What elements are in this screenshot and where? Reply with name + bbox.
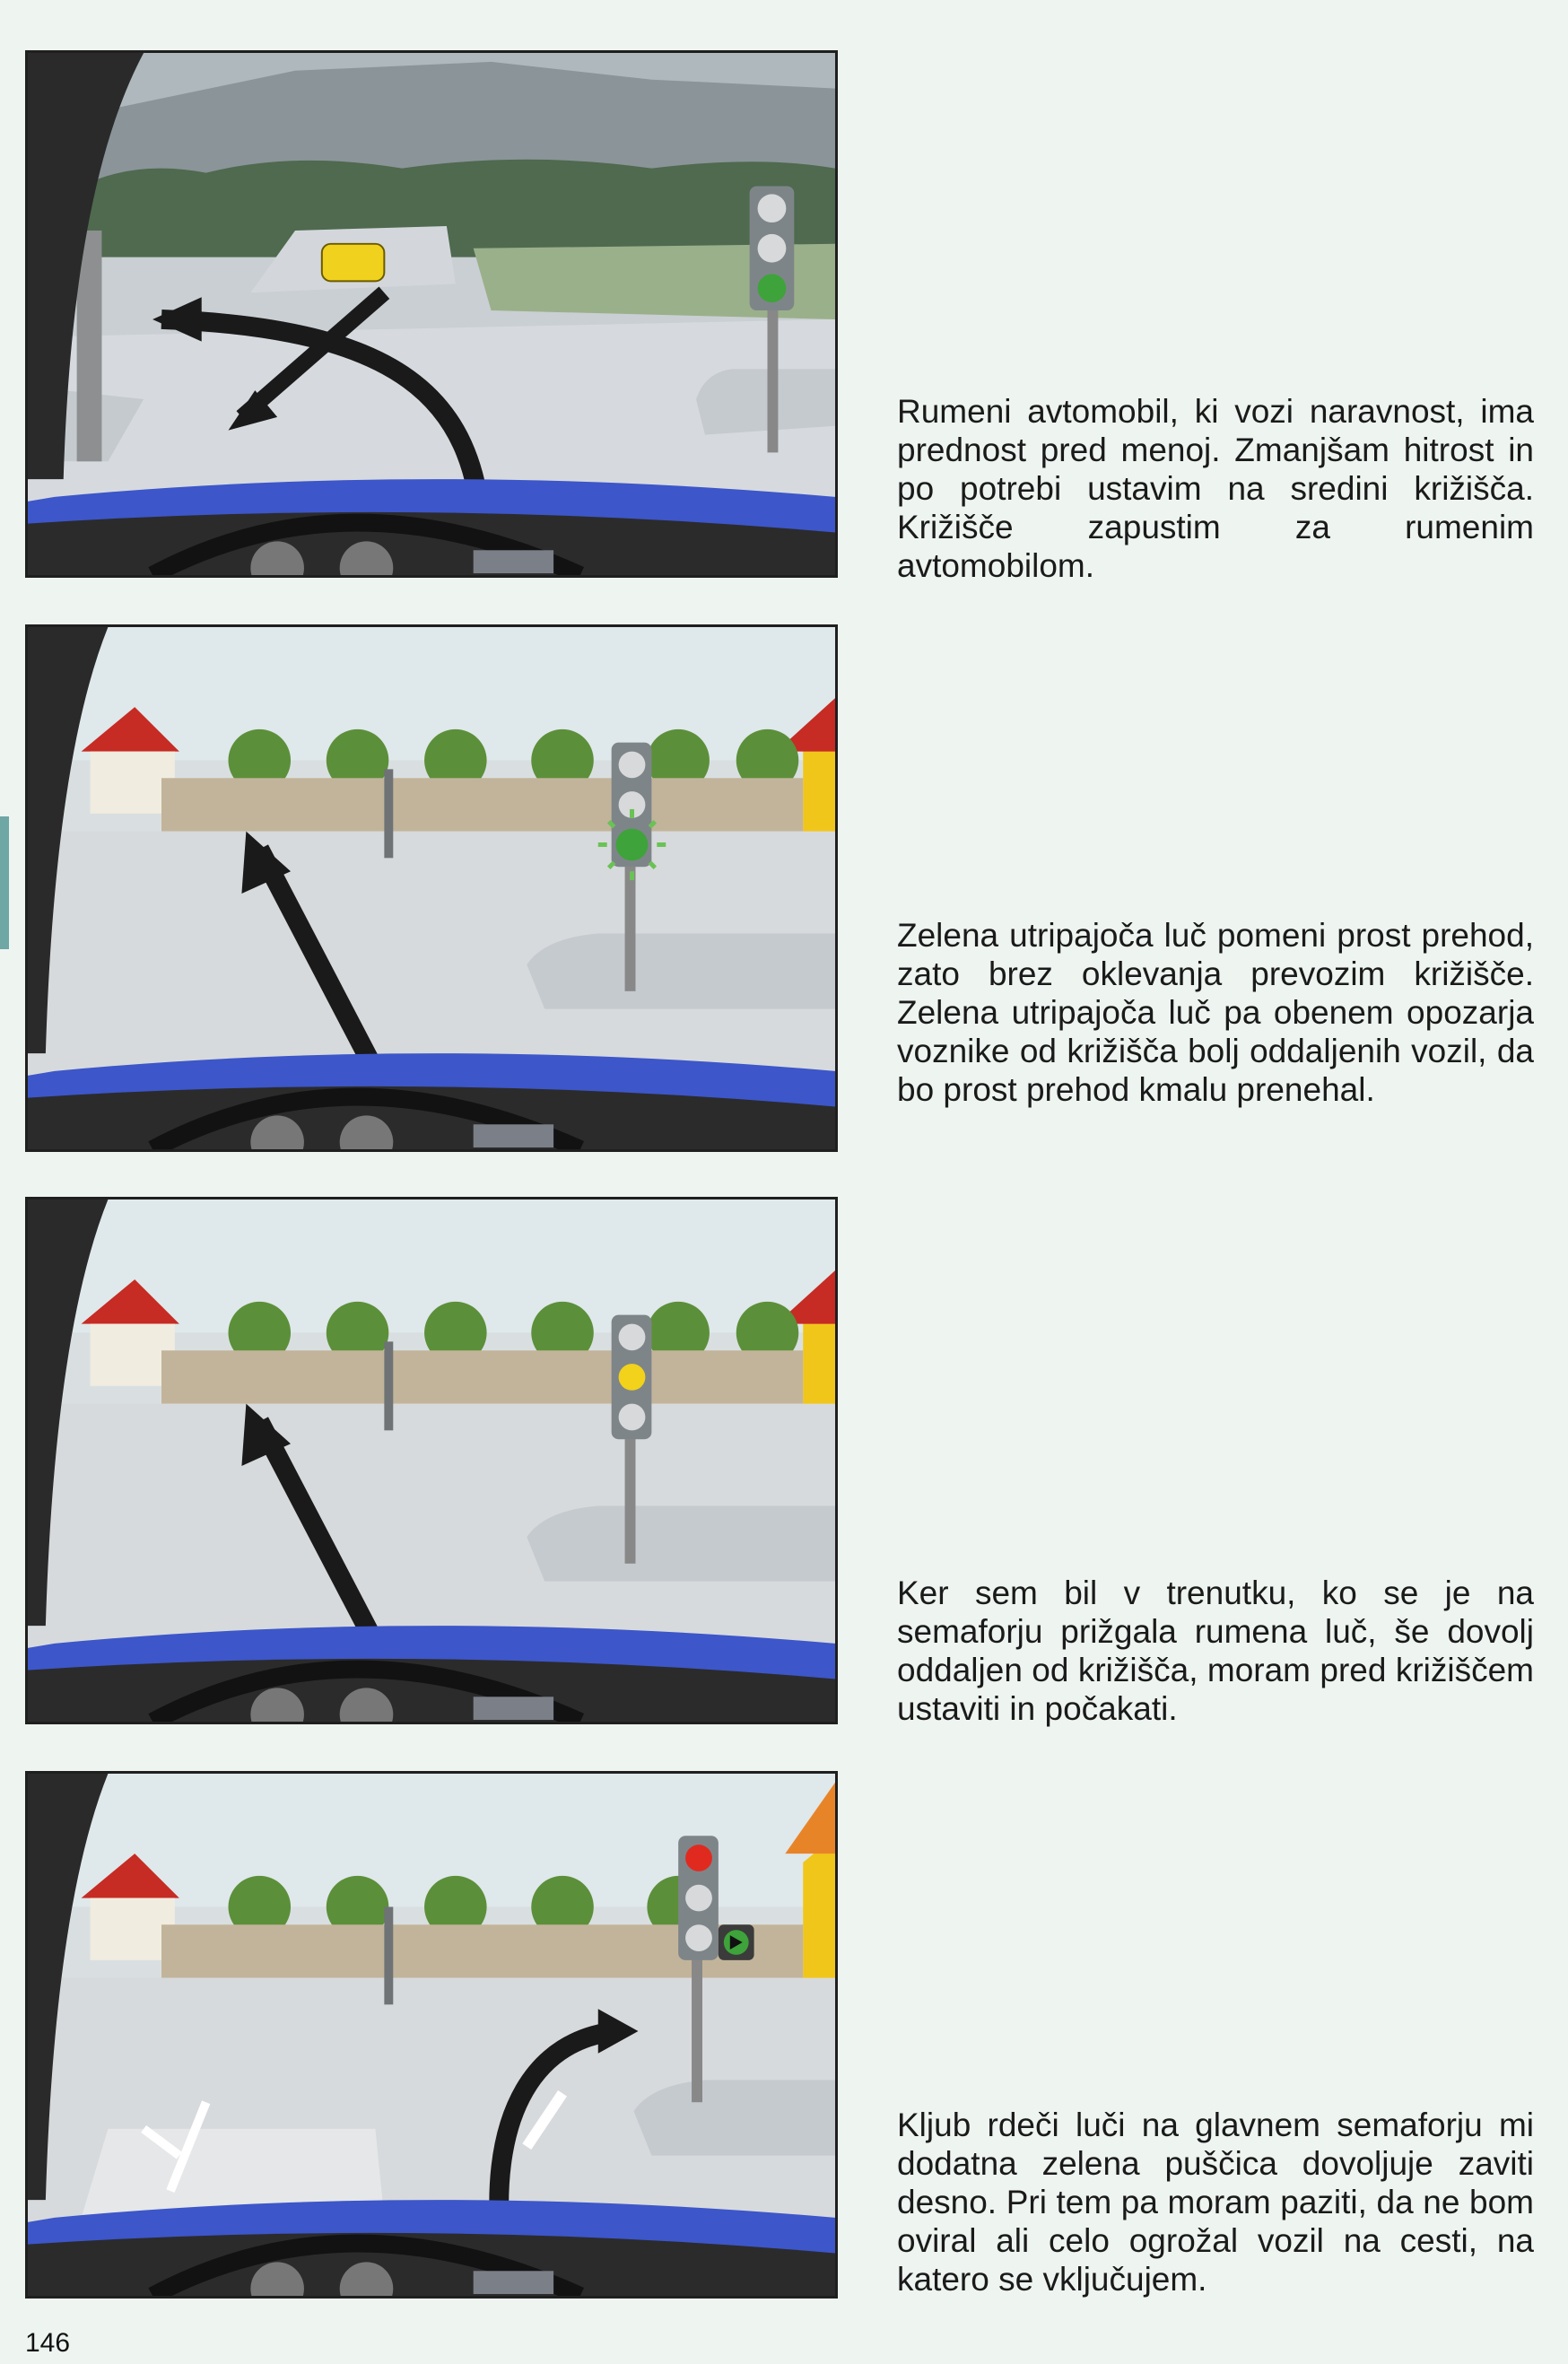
page-number: 146 — [25, 2328, 71, 2358]
illustration-flashing-green-light — [25, 624, 838, 1152]
caption-red-light-with-green-arrow: Kljub rdeči luči na glavnem semaforju mi dodatna zelena puščica dovoljuje zaviti desno. Pri tem pa moram paziti, da ne bom oviral ali celo ogrožal vozil na cesti, na katero se vključujem. — [897, 2107, 1534, 2298]
illustration-yellow-light — [25, 1197, 838, 1724]
caption-yellow-light: Ker sem bil v trenutku, ko se je na semaforju prižgala rumena luč, še dovolj oddaljen od križišča, moram pred križiščem ustaviti in počakati. — [897, 1575, 1534, 1727]
illustration-green-light — [25, 50, 838, 578]
illustration-red-light-with-green-arrow — [25, 1771, 838, 2299]
caption-green-light: Rumeni avtomobil, ki vozi naravnost, ima prednost pred menoj. Zmanjšam hitrost in po potrebi ustavim na sredini križišča. Križišče zapustim za rumenim avtomobilom. — [897, 393, 1534, 584]
caption-flashing-green-light: Zelena utripajoča luč pomeni prost prehod, zato brez oklevanja prevozim križišče. Zelena utripajoča luč pa obenem opozarja voznike od križišča bolj oddaljenih vozil, da bo prost prehod kmalu prenehal. — [897, 917, 1534, 1108]
chapter-tab — [0, 816, 9, 949]
